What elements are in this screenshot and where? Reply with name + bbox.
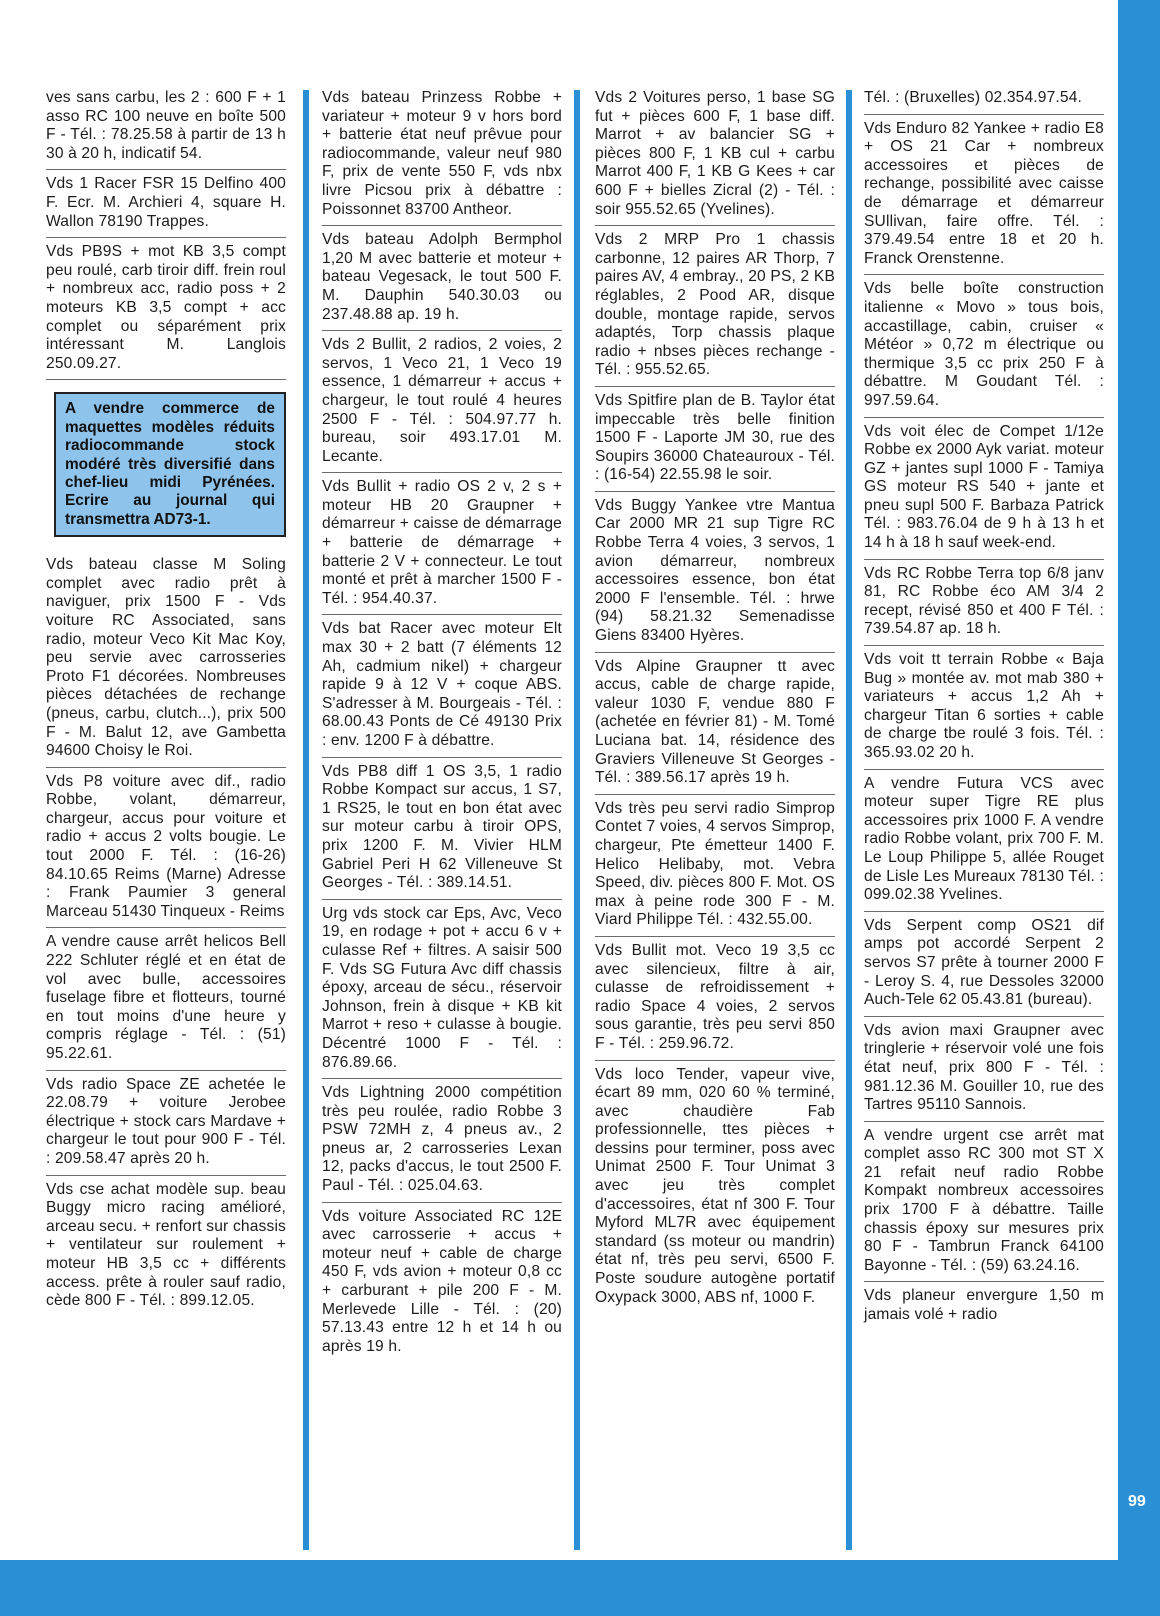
column-1 <box>46 84 286 1317</box>
classified-ad: Vds planeur envergure 1,50 m jamais volé + radio <box>864 1287 1104 1324</box>
classified-ad: ves sans carbu, les 2 : 600 F + 1 asso RC 100 neuve en boîte 500 F - Tél. : 78.25.58 à partir de 13 h 30 à 20 h, indicatif 54. <box>46 84 286 170</box>
classified-ad: Vds Enduro 82 Yankee + radio E8 + OS 21 Car + nombreux accessoires et pièces de rechange, possibilité avec caisse de démarrage et démarreur SUllivan, faire offre. Tél. : 379.49.54 entre 18 et 20 h. Franck Orenstenne. <box>864 115 1104 276</box>
classified-ad: Vds bat Racer avec moteur Elt max 30 + 2 batt (7 éléments 12 Ah, cadmium nikel) + chargeur rapide 9 à 12 V + coque ABS. S'adresser à M. Bourgeais - Tél. : 68.00.43 Ponts de Cé 49130 Prix : env. 1200 F à débattre. <box>322 615 562 757</box>
classified-ad: Vds Bullit mot. Veco 19 3,5 cc avec silencieux, filtre à air, culasse de refroidissement + radio Space 4 voies, 2 servos sous garantie, très peu servi 850 F - Tél. : 259.96.72. <box>595 937 835 1061</box>
page-number: 99 <box>1128 1493 1146 1510</box>
classified-ad: Vds Serpent comp OS21 dif amps pot accordé Serpent 2 servos S7 prête à tourner 2000 F - Leroy S. 4, rue Dessoles 32000 Auch-Tele 62 05.43.81 (bureau). <box>864 912 1104 1017</box>
classified-ad: Vds Lightning 2000 compétition très peu roulée, radio Robbe 3 PSW 72MH z, 4 pneus av., 2 pneus ar, 2 carrosseries Lexan 12, packs d'accus, le tout 2500 F. Paul - Tél. : 025.04.63. <box>322 1079 562 1203</box>
classified-ad: Vds bateau Prinzess Robbe + variateur + moteur 9 v hors bord + batterie état neuf prêvue pour radiocommande, valeur neuf 980 F, prix de vente 550 F, vds nbx livre Picsou prix à débattre : Poissonnet 83700 Antheor. <box>322 84 562 226</box>
classified-ad: Vds 1 Racer FSR 15 Delfino 400 F. Ecr. M. Archieri 4, square H. Wallon 78190 Trappes. <box>46 170 286 238</box>
classified-ad: Vds 2 Voitures perso, 1 base SG fut + pièces 600 F, 1 base diff. Marrot + av balancier SG + pièces 800 F, 1 KB cul + carbu Marrot 400 F, 1 KB G Kees + car 600 F + bielles Zicral (2) - Tél. : soir 955.52.65 (Yvelines). <box>595 84 835 226</box>
column-divider <box>303 90 309 1550</box>
classified-ad: Vds Bullit + radio OS 2 v, 2 s + moteur HB 20 Graupner + démarreur + caisse de démarrage + batterie de démarrage + batterie 2 V + connecteur. Le tout monté et prêt à marcher 1500 F - Tél. : 954.40.37. <box>322 473 562 615</box>
classified-ad: Vds voit tt terrain Robbe « Baja Bug » montée av. mot mab 380 + variateurs + accus 1,2 Ah + chargeur Titan 6 sorties + cable de charge tbe roulé 3 fois. Tél. : 365.93.02 20 h. <box>864 646 1104 770</box>
classified-ad: Vds PB8 diff 1 OS 3,5, 1 radio Robbe Kompact sur accus, 1 S7, 1 RS25, le tout en bon état avec sur moteur carbu à tiroir OPS, prix 1200 F. M. Vivier HLM Gabriel Peri H 62 Villeneuve St Georges - Tél. : 389.14.51. <box>322 758 562 900</box>
classified-ad: Vds très peu servi radio Simprop Contet 7 voies, 4 servos Simprop, chargeur, Pte émetteur 1400 F. Helico Helibaby, mot. Vebra Speed, div. pièces 800 F. Mot. OS max à peine rode 300 F - M. Viard Philippe Tél. : 432.55.00. <box>595 795 835 937</box>
classified-ad: Urg vds stock car Eps, Avc, Veco 19, en rodage + pot + accu 6 v + culasse Ref + filtres. A saisir 500 F. Vds SG Futura Avc diff chassis époxy, arceau de sécu., réservoir Johnson, frein à disque + KB kit Marrot + reso + culasse à bougie. Décentré 1000 F - Tél. : 876.89.66. <box>322 900 562 1079</box>
classified-ad: Vds P8 voiture avec dif., radio Robbe, volant, démarreur, chargeur, accus pour voiture et radio + accus 2 volts bougie. Le tout 2000 F. Tél. : (16-26) 84.10.65 Reims (Marne) Adresse : Frank Paumier 3 general Marceau 51430 Tinqueux - Reims <box>46 768 286 929</box>
column-2 <box>322 84 562 1362</box>
classified-ad: Vds radio Space ZE achetée le 22.08.79 + voiture Jerobee électrique + stock cars Mardave + chargeur le tout pour 900 F - Tél. : 209.58.47 après 20 h. <box>46 1071 286 1176</box>
classified-ad: Vds voiture Associated RC 12E avec carrosserie + accus + moteur neuf + cable de charge 450 F, vds avion + moteur 0,8 cc + carburant + pile 200 F - M. Merlevede Lille - Tél. : (20) 57.13.43 entre 12 h et 14 h ou après 19 h. <box>322 1207 562 1355</box>
classified-ad: Vds PB9S + mot KB 3,5 compt peu roulé, carb tiroir diff. frein roul + nombreux acc, radio poss + 2 moteurs KB 3,5 compt + acc complet ou séparément prix intéressant M. Langlois 250.09.27. <box>46 238 286 380</box>
boxed-announcement: A vendre commerce de maquettes modèles réduits radiocommande stock modéré très diversifié dans chef-lieu midi Pyrénées. Ecrire au journal qui transmettra AD73-1. <box>54 392 286 537</box>
classified-ad: Tél. : (Bruxelles) 02.354.97.54. <box>864 84 1104 115</box>
classified-ad: Vds voit élec de Compet 1/12e Robbe ex 2000 Ayk variat. moteur GZ + jantes supl 1000 F - Tamiya GS moteur RS 540 + jante et pneu supl 500 F. Barbaza Patrick Tél. : 983.76.04 de 9 h à 13 h et 14 h à 18 h sauf week-end. <box>864 418 1104 560</box>
classified-ad: Vds bateau classe M Soling complet avec radio prêt à naviguer, prix 1500 F - Vds voiture RC Associated, sans radio, moteur Veco Kit Mac Koy, peu servie avec carrosseries Proto F1 décorées. Nombreuses pièces détachées de rechange (pneus, carbu, clutch...), prix 500 F - M. Balut 12, ave Gambetta 94600 Choisy le Roi. <box>46 551 286 768</box>
column-divider <box>574 90 580 1550</box>
classified-ad: Vds 2 MRP Pro 1 chassis carbonne, 12 paires AR Thorp, 7 paires AV, 4 embray., 20 PS, 2 KB réglables, 2 Pood AR, disque double, montage rapide, servos adaptés, Torp chassis plaque radio + nbses pièces rechange - Tél. : 955.52.65. <box>595 226 835 387</box>
classified-ad: A vendre Futura VCS avec moteur super Tigre RE plus accessoires prix 1000 F. A vendre radio Robbe volant, prix 700 F. M. Le Loup Philippe 5, allée Rouget de Lisle Les Mureaux 78130 Tél. : 099.02.38 Yvelines. <box>864 770 1104 912</box>
column-3 <box>595 84 835 1313</box>
classified-ad: Vds avion maxi Graupner avec tringlerie + réservoir volé une fois état neuf, prix 800 F - Tél. : 981.12.36 M. Gouiller 10, rue des Tartres 95110 Sannois. <box>864 1017 1104 1122</box>
classified-ad: A vendre urgent cse arrêt mat complet asso RC 300 mot ST X 21 refait neuf radio Robbe Kompakt nombreux accessoires prix 1700 F à débattre. Taille chassis époxy sur mesures prix 80 F - Tambrun Franck 64100 Bayonne - Tél. : (59) 63.24.16. <box>864 1122 1104 1283</box>
classified-ad: Vds loco Tender, vapeur vive, écart 89 mm, 020 60 % terminé, avec chaudière Fab professionnelle, ttes pièces + dessins pour terminer, poss avec Unimat 2500 F. Tour Unimat 3 avec jeu très complet d'accessoires, état nf 300 F. Tour Myford ML7R avec équipement standard (ss moteur ou mandrin) état nf, très peu servi, 6500 F. Poste soudure autogène portatif Oxypack 3000, ABS nf, 1000 F. <box>595 1065 835 1306</box>
classified-ad: Vds RC Robbe Terra top 6/8 janv 81, RC Robbe éco AM 3/4 2 recept, révisé 850 et 400 F Tél. : 739.54.87 ap. 18 h. <box>864 560 1104 646</box>
classified-ad: Vds Buggy Yankee vtre Mantua Car 2000 MR 21 sup Tigre RC Robbe Terra 4 voies, 3 servos, 1 avion démarreur, nombreux accessoires essence, bon état 2000 F l'ensemble. Tél. : hrwe (94) 58.21.32 Semenadisse Giens 83400 Hyères. <box>595 492 835 653</box>
column-4 <box>864 84 1104 1331</box>
classified-ad: Vds bateau Adolph Bermphol 1,20 M avec batterie et moteur + bateau Vegesack, le tout 500 F. M. Dauphin 540.30.03 ou 237.48.88 ap. 19 h. <box>322 226 562 331</box>
classified-ad: Vds belle boîte construction italienne « Movo » tous bois, accastillage, cabin, cruiser « Météor » 0,72 m électrique ou thermique 3,5 cc prix 250 F à débattre. M Goudant Tél. : 997.59.64. <box>864 275 1104 417</box>
classified-ad: Vds Spitfire plan de B. Taylor état impeccable très belle finition 1500 F - Laporte JM 30, rue des Soupirs 36000 Chateauroux - Tél. : (16-54) 22.55.98 le soir. <box>595 387 835 492</box>
classified-ad: Vds Alpine Graupner tt avec accus, cable de charge rapide, valeur 1030 F, vendue 880 F (achetée en février 81) - M. Tomé Luciana bat. 14, résidence des Graviers Villeneuve St Georges - Tél. : 389.56.17 après 19 h. <box>595 653 835 795</box>
classified-ad: A vendre cause arrêt helicos Bell 222 Schluter réglé et en état de vol avec bulle, accessoires fuselage fibre et flotteurs, tourné en tout moins d'une heure y compris réglage - Tél. : (51) 95.22.61. <box>46 928 286 1070</box>
classified-ad: Vds cse achat modèle sup. beau Buggy micro racing amélioré, arceau secu. + renfort sur chassis + ventilateur sur roulement + moteur HB 3,5 cc + différents access. prête à rouler sauf radio, cède 800 F - Tél. : 899.12.05. <box>46 1180 286 1310</box>
column-divider <box>846 90 852 1550</box>
classified-ad: Vds 2 Bullit, 2 radios, 2 voies, 2 servos, 1 Veco 21, 1 Veco 19 essence, 1 démarreur + accus + chargeur, le tout roulé 4 heures 2500 F - Tél. : 504.97.77 h. bureau, soir 493.17.01 M. Lecante. <box>322 331 562 473</box>
